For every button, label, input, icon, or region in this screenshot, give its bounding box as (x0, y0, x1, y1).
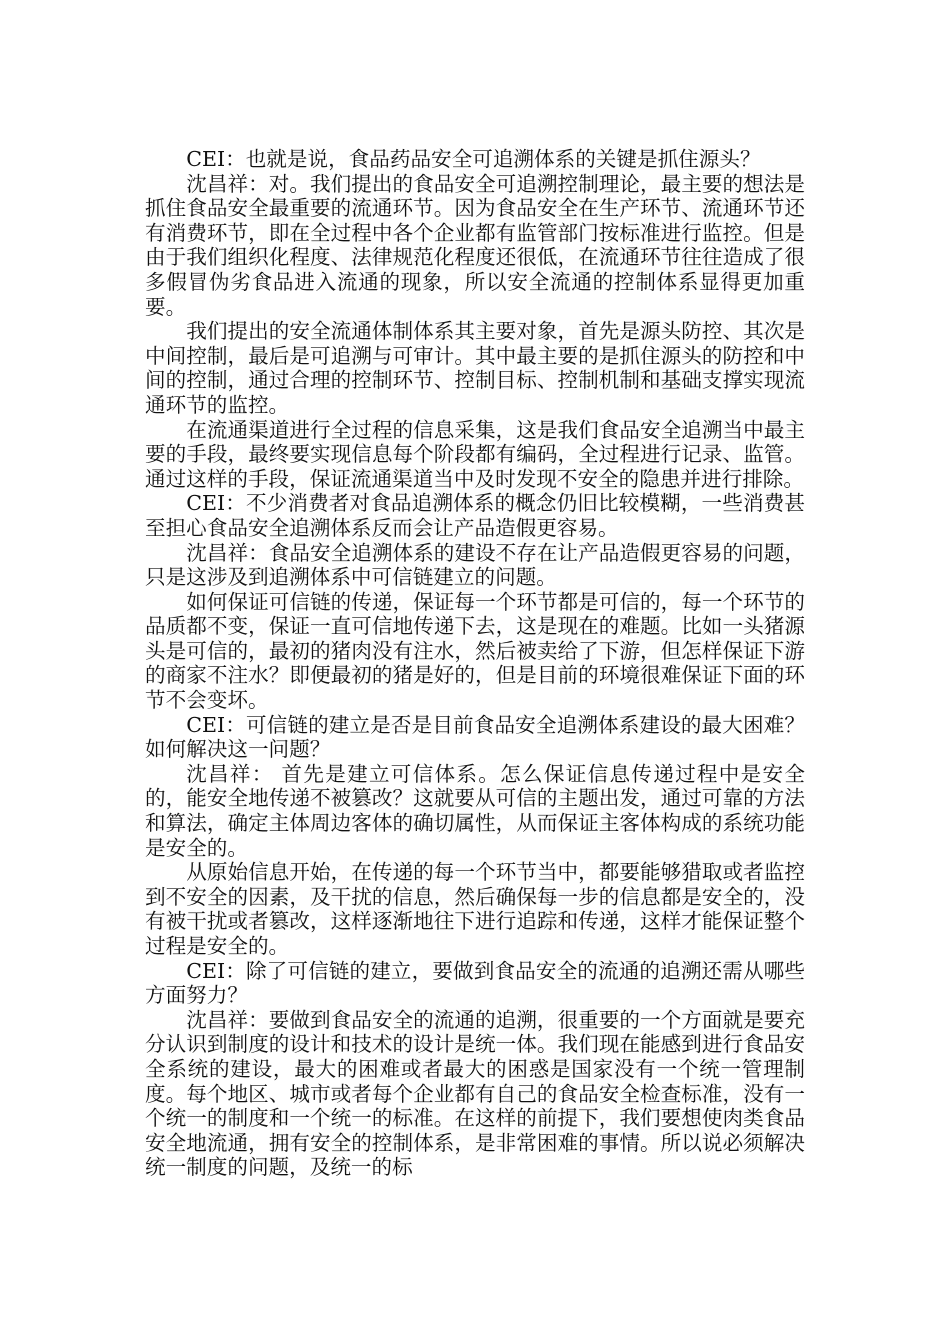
document-body (145, 147, 805, 1180)
paragraph-shen-answer-2: 沈昌祥：食品安全追溯体系的建设不存在让产品造假更容易的问题，只是这涉及到追溯体系中可信链建立的问题。 (145, 540, 805, 590)
paragraph-information-collection: 在流通渠道进行全过程的信息采集，这是我们食品安全追溯当中最主要的手段，最终要实现信息每个阶段都有编码，全过程进行记录、监管。通过这样的手段，保证流通渠道当中及时发现不安全的隐患并进行排除。 (145, 417, 805, 491)
paragraph-shen-answer-4: 沈昌祥：要做到食品安全的流通的追溯，很重要的一个方面就是要充分认识到制度的设计和技术的设计是统一体。我们现在能感到进行食品安全系统的建设，最大的困难或者最大的困惑是国家没有一个统一管理制度。每个地区、城市或者每个企业都有自己的食品安全检查标准，没有一个统一的制度和一个统一的标准。在这样的前提下，我们要想使肉类食品安全地流通，拥有安全的控制体系，是非常困难的事情。所以说必须解决统一制度的问题，及统一的标 (145, 1007, 805, 1180)
paragraph-shen-answer-1: 沈昌祥：对。我们提出的食品安全可追溯控制理论，最主要的想法是抓住食品安全最重要的流通环节。因为食品安全在生产环节、流通环节还有消费环节，即在全过程中各个企业都有监管部门按标准进行监控。但是由于我们组织化程度、法律规范化程度还很低，在流通环节往往造成了很多假冒伪劣食品进入流通的现象，所以安全流通的控制体系显得更加重要。 (145, 171, 805, 319)
paragraph-original-information: 从原始信息开始，在传递的每一个环节当中，都要能够猎取或者监控到不安全的因素，及干扰的信息，然后确保每一步的信息都是安全的，没有被干扰或者篡改，这样逐渐地往下进行追踪和传递，这样才能保证整个过程是安全的。 (145, 860, 805, 958)
paragraph-circulation-system: 我们提出的安全流通体制体系其主要对象，首先是源头防控、其次是中间控制，最后是可追溯与可审计。其中最主要的是抓住源头的防控和中间的控制，通过合理的控制环节、控制目标、控制机制和基础支撑实现流通环节的监控。 (145, 319, 805, 417)
paragraph-trusted-chain: 如何保证可信链的传递，保证每一个环节都是可信的，每一个环节的品质都不变，保证一直可信地传递下去，这是现在的难题。比如一头猪源头是可信的，最初的猪肉没有注水，然后被卖给了下游，但怎样保证下游的商家不注水？即便最初的猪是好的，但是目前的环境很难保证下面的环节不会变坏。 (145, 589, 805, 713)
paragraph-shen-answer-3: 沈昌祥： 首先是建立可信体系。怎么保证信息传递过程中是安全的，能安全地传递不被篡改？这就要从可信的主题出发，通过可靠的方法和算法，确定主体周边客体的确切属性，从而保证主客体构成的系统功能是安全的。 (145, 761, 805, 860)
paragraph-cei-question-1: CEI：也就是说，食品药品安全可追溯体系的关键是抓住源头？ (186, 147, 761, 171)
paragraph-cei-question-4: CEI：除了可信链的建立，要做到食品安全的流通的追溯还需从哪些方面努力？ (145, 958, 805, 1008)
paragraph-cei-question-2: CEI：不少消费者对食品追溯体系的概念仍旧比较模糊，一些消费甚至担心食品安全追溯体系反而会让产品造假更容易。 (145, 491, 805, 540)
paragraph-cei-question-3: CEI：可信链的建立是否是目前食品安全追溯体系建设的最大困难？如何解决这一问题？ (145, 712, 805, 762)
